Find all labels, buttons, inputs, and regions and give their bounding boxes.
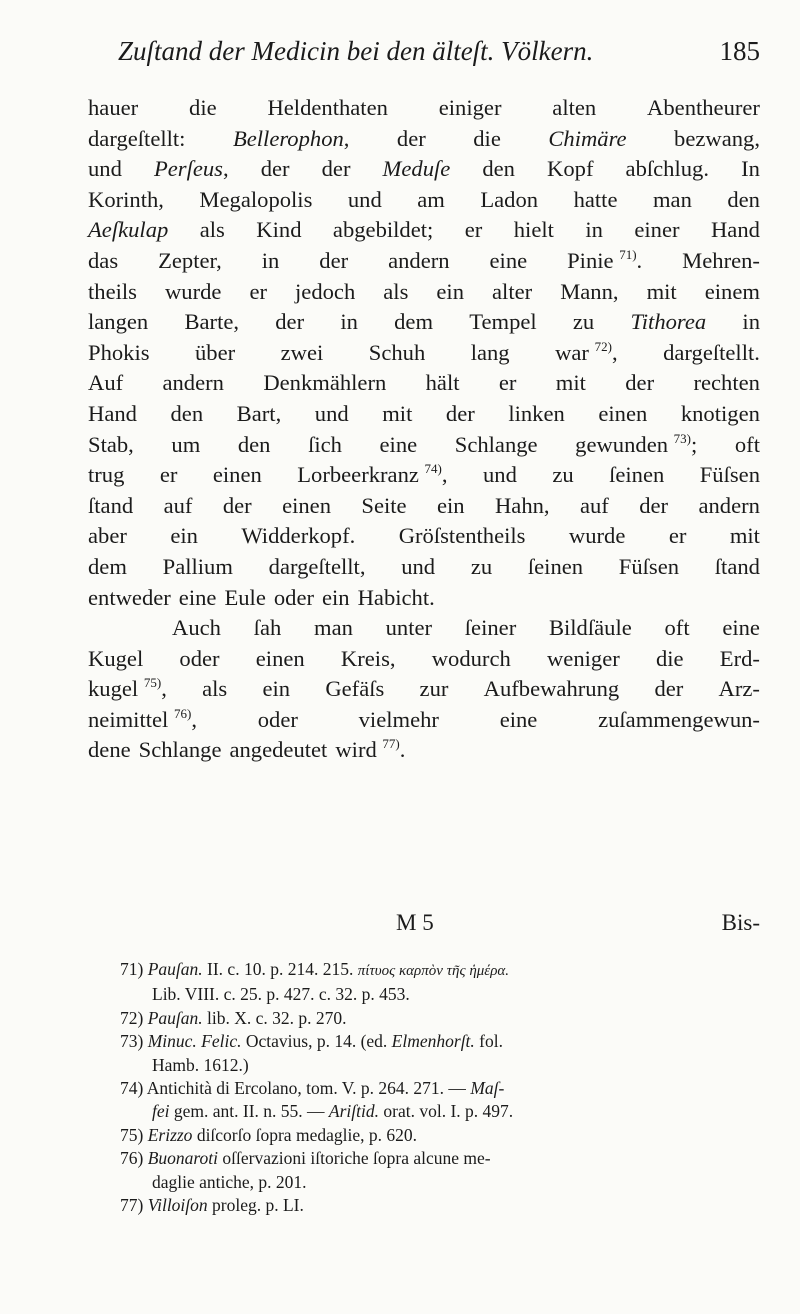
word: abgebildet; [332, 217, 434, 243]
footnote-line [120, 958, 760, 983]
word: er [249, 278, 268, 304]
word: Korinth, [88, 186, 164, 212]
word: alten [552, 95, 597, 120]
running-header [118, 36, 760, 67]
word: neimittel $^{76)}$, [88, 705, 197, 732]
word: den [170, 400, 204, 426]
word: man [652, 186, 692, 212]
word: Kugel [88, 645, 144, 671]
word: Pinie $^{71)}$. [567, 246, 643, 273]
footnote-line [120, 1077, 760, 1100]
footnote [120, 1030, 760, 1077]
word: den [727, 186, 760, 212]
footnote-line [120, 1100, 760, 1123]
word: Schlange [138, 737, 222, 763]
word: ein [436, 278, 465, 304]
word: ſich [308, 431, 342, 457]
word: mit [646, 278, 677, 304]
word: das [88, 247, 119, 273]
word: und [314, 400, 349, 426]
footnote-text: Erizzo diſcorſo ſopra medaglie, p. 620. [147, 1124, 417, 1145]
body-line [88, 277, 760, 308]
word: der [639, 492, 669, 518]
word: Widderkopf. [241, 523, 356, 549]
word: Bellerophon, [232, 125, 350, 151]
word: gewunden $^{73)}$; [575, 430, 698, 457]
word: lang [470, 339, 510, 365]
footnote-text: Minuc. Felic. Octavius, p. 14. (ed. Elmenhorſt. fol. [147, 1031, 503, 1052]
word: Bildſäule [548, 615, 632, 641]
signature-mark: M 5 [396, 910, 434, 935]
word: über [195, 339, 236, 365]
body-line [88, 583, 760, 614]
word: in [261, 247, 280, 273]
word: zu [572, 309, 595, 335]
footnote [120, 1007, 760, 1030]
word: Stab, [88, 431, 134, 457]
word: einen [282, 492, 332, 518]
word: einem [704, 278, 760, 304]
word: oft [734, 431, 760, 457]
word: wird $^{77)}$. [335, 736, 406, 763]
word: Pallium [162, 553, 233, 579]
word: als [383, 278, 409, 304]
word: die [473, 125, 501, 151]
word: einen [255, 645, 305, 671]
word: eine [379, 431, 418, 457]
body-line [88, 93, 760, 124]
word: zu [470, 553, 493, 579]
body-line [88, 185, 760, 216]
word: Schlange [454, 431, 538, 457]
word: ſtand [88, 492, 134, 518]
body-line [88, 368, 760, 399]
body-text [88, 93, 760, 766]
word: der [445, 400, 475, 426]
word: Hahn, [494, 492, 550, 518]
word: hatte [573, 186, 618, 212]
word: in [742, 309, 760, 335]
word: alter [492, 278, 533, 304]
footnote-line [120, 1147, 760, 1170]
footnote-line [120, 1194, 760, 1217]
word: als [199, 217, 225, 243]
footnote-text: fei gem. ant. II. n. 55. — Ariſtid. orat. vol. I. p. 497. [152, 1101, 514, 1122]
word: Tempel [469, 309, 537, 335]
footnote-line [120, 1054, 760, 1077]
word: dargeſtellt. [663, 339, 760, 365]
word: mit [729, 523, 760, 549]
word: auf [579, 492, 609, 518]
word: linken [508, 400, 565, 426]
word: Chimäre [548, 125, 627, 151]
word: zur [419, 676, 449, 702]
word: oft [664, 615, 690, 641]
footnote [120, 958, 760, 1007]
word: am [417, 186, 445, 212]
word: ſeinen [527, 553, 584, 579]
word: vielmehr [358, 706, 439, 732]
word: Erd- [719, 645, 760, 671]
word: die [189, 95, 217, 120]
word: der [654, 676, 684, 702]
word: angedeutet [229, 737, 328, 763]
word: knotigen [680, 400, 760, 426]
word: ſeiner [464, 615, 517, 641]
body-line [88, 552, 760, 583]
footnote-text: Lib. VIII. c. 25. p. 427. c. 32. p. 453. [152, 984, 410, 1005]
footnote-text: Villoiſon proleg. p. LI. [147, 1195, 304, 1216]
body-line [88, 705, 760, 736]
word: Gefäſs [325, 676, 385, 702]
body-line [88, 430, 760, 461]
word: einiger [438, 95, 502, 120]
word: war $^{72)}$, [555, 338, 618, 365]
word: Heldenthaten [267, 95, 388, 120]
word: Barte, [184, 309, 240, 335]
word: weniger [546, 645, 620, 671]
word: wurde [164, 278, 222, 304]
word: Kopf [547, 156, 594, 182]
word: einen [598, 400, 648, 426]
body-line [88, 491, 760, 522]
word: Lorbeerkranz $^{74)}$, [297, 461, 448, 488]
footnote-number: 74) [120, 1078, 147, 1099]
footnote-text: Antichità di Ercolano, tom. V. p. 264. 271. — Maſ- [146, 1078, 505, 1099]
word: er [668, 523, 687, 549]
footnote-line [120, 1171, 760, 1194]
word: Kind [256, 217, 302, 243]
word: er [498, 370, 517, 396]
footnote-number: 71) [120, 959, 148, 979]
word: der [222, 492, 252, 518]
body-line [88, 735, 760, 766]
footnote-number: 75) [120, 1124, 148, 1145]
body-line [88, 215, 760, 246]
word: wurde [568, 523, 626, 549]
word: und [482, 462, 517, 488]
word: Gröſstentheils [398, 523, 526, 549]
word: Füſsen [699, 462, 760, 488]
word: entweder [88, 584, 171, 610]
word: der [260, 156, 290, 182]
word: ſah [253, 615, 282, 641]
word: Kreis, [340, 645, 396, 671]
word: er [159, 462, 178, 488]
word: Megalopolis [199, 186, 313, 212]
word: den [237, 431, 271, 457]
word: andern [388, 247, 450, 273]
footnote [120, 1077, 760, 1124]
word: er [464, 217, 483, 243]
word: Denkmählern [263, 370, 387, 396]
word: Auch [172, 615, 221, 641]
word: Seite [361, 492, 407, 518]
word: oder [257, 706, 298, 732]
footnote-line [120, 1007, 760, 1030]
word: die [655, 645, 684, 671]
footnote-number: 76) [120, 1148, 148, 1169]
word: Abentheurer [647, 95, 760, 120]
body-line [88, 124, 760, 155]
word: oder [273, 584, 314, 610]
footnote-text: Hamb. 1612.) [152, 1054, 249, 1075]
word: Auf [88, 370, 124, 396]
word: unter [385, 615, 433, 641]
word: einen [212, 462, 262, 488]
word: Meduſe [382, 156, 451, 182]
footnotes [120, 958, 760, 1217]
word: dargeſtellt: [88, 125, 186, 151]
word: dargeſtellt, [268, 553, 366, 579]
body-line [88, 644, 760, 675]
footnote-text: Pauſan. II. c. 10. p. 214. 215. πίτυος καρπὸν τῆς ἡμέρα. [147, 959, 510, 979]
word: Zepter, [158, 247, 222, 273]
word: langen [88, 309, 149, 335]
footnote-number: 73) [120, 1031, 148, 1052]
word: dem [88, 553, 127, 579]
footnote-text: Pauſan. lib. X. c. 32. p. 270. [147, 1007, 347, 1028]
body-line [88, 521, 760, 552]
word: eine [722, 615, 760, 641]
body-line [88, 399, 760, 430]
body-line [88, 154, 760, 185]
word: andern [698, 492, 760, 518]
word: eine [489, 247, 528, 273]
body-line [88, 460, 760, 491]
body-line [88, 246, 760, 277]
word: zu [552, 462, 574, 488]
word: jedoch [295, 278, 356, 304]
word: Arz- [718, 676, 760, 702]
footnote-line [120, 983, 760, 1006]
word: der [275, 309, 305, 335]
word: den [482, 156, 515, 182]
word: In [741, 156, 760, 182]
word: in [340, 309, 358, 335]
word: Aufbewahrung [483, 676, 620, 702]
word: zuſammengewun- [598, 706, 760, 732]
footnote-number: 77) [120, 1195, 148, 1216]
word: Tithorea [630, 309, 707, 335]
word: Eule [224, 584, 266, 610]
word: theils [88, 278, 137, 304]
word: Füſsen [618, 553, 680, 579]
footnote-text: daglie antiche, p. 201. [152, 1171, 307, 1192]
word: wodurch [431, 645, 511, 671]
word: mit [382, 400, 413, 426]
running-title: Zuſtand der Medicin bei den älteſt. Völkern. [118, 36, 594, 66]
word: Bart, [236, 400, 282, 426]
word: als [202, 676, 228, 702]
catchword: Bis- [721, 910, 760, 935]
word: abſchlug. [625, 156, 709, 182]
footnote [120, 1194, 760, 1217]
word: ſtand [714, 553, 760, 579]
word: man [314, 615, 353, 641]
word: Schuh [368, 339, 426, 365]
word: bezwang, [674, 125, 760, 151]
word: trug [88, 462, 125, 488]
word: rechten [693, 370, 760, 396]
footnote-line [120, 1030, 760, 1053]
word: und [347, 186, 382, 212]
word: ein [322, 584, 350, 610]
word: ein [262, 676, 291, 702]
word: Aeſkulap [88, 217, 169, 243]
word: Hand [88, 400, 137, 426]
word: Ladon [480, 186, 539, 212]
word: oder [179, 645, 220, 671]
footnote-text: Buonaroti oſſervazioni iſtoriche ſopra alcune me- [147, 1148, 491, 1169]
word: ſeinen [609, 462, 665, 488]
footnote-number: 72) [120, 1007, 148, 1028]
word: und [401, 553, 436, 579]
word: eine [499, 706, 538, 732]
word: eine [178, 584, 217, 610]
word: Mehren- [682, 247, 760, 273]
body-line [88, 674, 760, 705]
word: der [319, 247, 349, 273]
body-line [88, 338, 760, 369]
page-number: 185 [719, 36, 760, 66]
word: der [396, 125, 426, 151]
word: in [585, 217, 603, 243]
word: Perſeus, [153, 156, 229, 182]
word: Mann, [560, 278, 619, 304]
word: der [321, 156, 351, 182]
word: dem [394, 309, 434, 335]
word: hält [425, 370, 460, 396]
word: mit [555, 370, 586, 396]
word: hauer [88, 95, 139, 120]
word: dene [88, 737, 131, 763]
word: auf [163, 492, 193, 518]
word: Phokis [88, 339, 150, 365]
word: hielt [513, 217, 554, 243]
word: zwei [280, 339, 324, 365]
word: kugel $^{75)}$, [88, 675, 167, 702]
word: ein [436, 492, 465, 518]
body-line [88, 307, 760, 338]
word: andern [162, 370, 224, 396]
footnote-line [120, 1124, 760, 1147]
body-line [88, 613, 760, 644]
word: Habicht. [357, 584, 435, 610]
word: ein [170, 523, 198, 549]
word: und [88, 156, 122, 182]
word: einer [634, 217, 680, 243]
word: um [171, 431, 201, 457]
word: der [625, 370, 655, 396]
footnote [120, 1147, 760, 1194]
footnote [120, 1124, 760, 1147]
word: Hand [710, 217, 760, 243]
word: aber [88, 523, 127, 549]
